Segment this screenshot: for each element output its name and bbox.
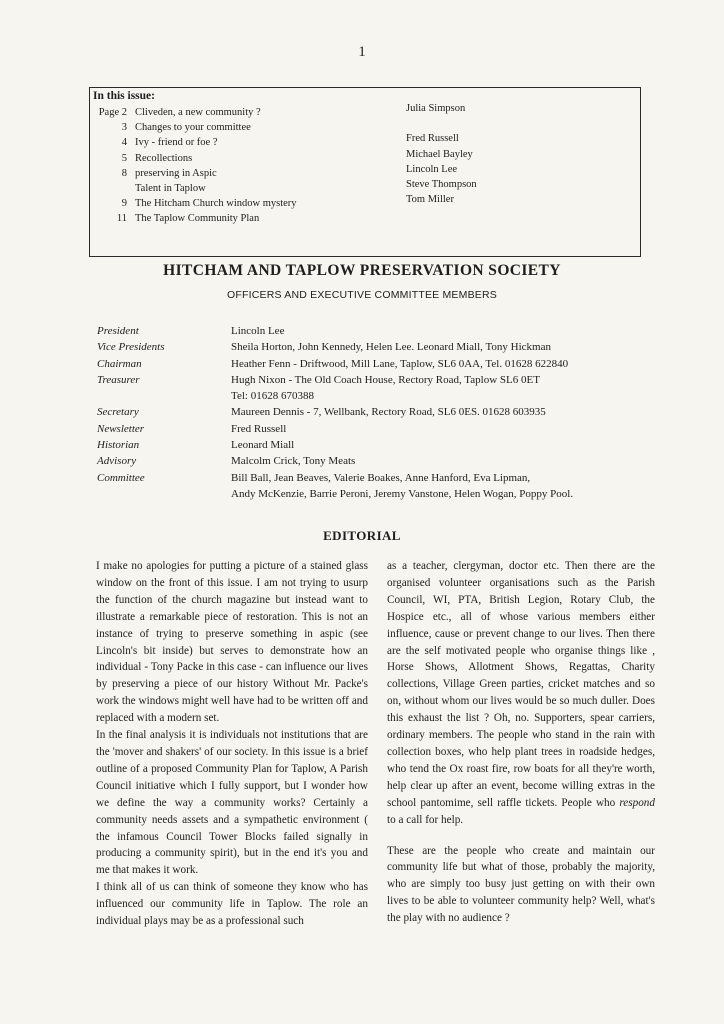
toc-article-title: The Hitcham Church window mystery: [135, 198, 297, 210]
toc-item: [92, 196, 392, 211]
officer-row: [97, 470, 657, 503]
toc-article-title: preserving in Aspic: [135, 167, 217, 179]
officer-names: Leonard Miall: [231, 439, 295, 452]
toc-page-number: Page 2: [98, 107, 127, 118]
officer-names: Heather Fenn - Driftwood, Mill Lane, Taplow, SL6 0AA, Tel. 01628 622840: [231, 357, 569, 370]
editorial-right-column: [387, 558, 655, 927]
toc-article-title: Changes to your committee: [135, 122, 251, 134]
officer-names: Bill Ball, Jean Beaves, Valerie Boakes, Anne Hanford, Eva Lipman,: [231, 471, 531, 484]
officer-names: Sheila Horton, John Kennedy, Helen Lee. Leonard Miall, Tony Hickman: [231, 341, 551, 354]
officer-names: Hugh Nixon - The Old Coach House, Rectory Road, Taplow SL6 0ET: [231, 373, 540, 386]
editorial-paragraph: I think all of us can think of someone they know who has influenced our community life in Taplow. The role an individual plays may be as a professional such: [96, 881, 368, 928]
toc-author: Steve Thompson: [406, 178, 477, 190]
toc-page-number: 9: [121, 198, 127, 210]
editorial-text: as a teacher, clergyman, doctor etc. Then there are the organised volunteer organisations such as the Parish Council, WI, PTA, British Legion, Rotary Club, the Hospice etc., all of whose various members either influence, cause or prevent change to our lives. Then there are the self motivated people who organise things like , Horse Shows, Allotment Shows, Regattas, Charity collections, Village Green parties, cricket matches and so on, without whom our lives would be so much duller. Does this exhaust the list ? Oh, no. Supporters, spear carriers, ordinary members. The people who stand in the rain with collection boxes, who help plant trees in roadside hedges, who tend the Ox roast fire, row boats for all they're worth, help clear up after an event, become willing extras in the school pantomime, sell raffle tickets. People who: [387, 560, 655, 809]
page-number: 1: [358, 44, 366, 60]
officer-role: Secretary: [97, 406, 139, 419]
officer-names: Fred Russell: [231, 422, 287, 435]
officer-row: [97, 421, 657, 437]
toc-author: Fred Russell: [406, 133, 459, 145]
toc-page-number: 11: [116, 213, 127, 225]
editorial-left-column: [96, 558, 368, 930]
editorial-title: EDITORIAL: [323, 528, 401, 543]
officer-role: Vice Presidents: [97, 341, 165, 354]
officer-row: [97, 323, 657, 339]
toc-item: [92, 211, 392, 226]
toc-item: [92, 151, 392, 166]
toc-author: Tom Miller: [406, 194, 454, 206]
toc-authors: [406, 101, 477, 207]
in-this-issue-box: [89, 87, 641, 257]
toc-item: [92, 166, 392, 181]
toc-article-title: Ivy - friend or foe ?: [135, 137, 218, 149]
officers-subtitle: OFFICERS AND EXECUTIVE COMMITTEE MEMBERS: [227, 289, 497, 301]
toc-author: Julia Simpson: [406, 103, 466, 114]
officer-role: Chairman: [97, 357, 142, 370]
officer-role: Historian: [97, 439, 140, 452]
editorial-text: to a call for help.: [387, 813, 464, 826]
officer-role: Advisory: [97, 455, 137, 468]
toc-author: Michael Bayley: [406, 148, 473, 160]
officer-role: Treasurer: [97, 373, 140, 386]
toc-article-title: The Taplow Community Plan: [135, 213, 260, 225]
officer-names: Malcolm Crick, Tony Meats: [231, 455, 356, 468]
toc-item: [92, 135, 392, 150]
society-title: HITCHAM AND TAPLOW PRESERVATION SOCIETY: [163, 262, 561, 279]
toc-page-number: 4: [121, 137, 127, 149]
in-this-issue-heading: In this issue:: [93, 90, 155, 102]
toc-page-number: 8: [121, 167, 127, 179]
editorial-paragraph: [387, 558, 655, 829]
toc-page-number: [92, 181, 135, 196]
toc-item: [92, 105, 392, 120]
toc-article-title: Talent in Taplow: [135, 183, 206, 195]
officer-names: Maureen Dennis - 7, Wellbank, Rectory Road, SL6 0ES. 01628 603935: [231, 406, 546, 419]
toc-list: [92, 105, 392, 227]
officer-role: President: [97, 325, 139, 337]
editorial-paragraph: These are the people who create and maintain our community life but what of those, probably the majority, who are simply too busy just getting on with their own lives to be able to volunteer community help? Well, what's the play with no audience ?: [387, 844, 655, 925]
toc-item: [92, 120, 392, 135]
editorial-emphasis: respond: [619, 796, 655, 809]
officer-row: [97, 437, 657, 453]
toc-item: [92, 181, 392, 196]
toc-page-number: 3: [121, 122, 127, 134]
toc-author: [406, 116, 477, 131]
officer-role: Committee: [97, 471, 145, 484]
toc-article-title: Cliveden, a new community ?: [135, 107, 261, 118]
officer-row: [97, 339, 657, 355]
officer-row: [97, 356, 657, 372]
officer-role: Newsletter: [97, 422, 145, 435]
editorial-paragraph: I make no apologies for putting a picture of a stained glass window on the front of this issue. I am not trying to usurp the function of the church magazine but instead want to illustrate a remarkable piece of restoration. This is not an instance of trying to preserve something in aspic (see Lincoln's bit inside) but serves to demonstrate how an individual - Tony Packe in this case - can influence our lives by preserving a piece of our history Without Mr. Packe's work the windows might well have had to be written off and replaced with a modern set.: [96, 560, 368, 725]
officer-row: [97, 404, 657, 420]
editorial-paragraph: In the final analysis it is individuals not institutions that are the 'mover and shakers' of our society. In this issue is a brief outline of a proposed Community Plan for Taplow, A Parish Council initiative which I fully support, but I wonder how we define the way a community works? Certainly a community needs assets and a sympathetic environment ( the infamous Council Tower Blocks failed signally in producing a community spirit), but in the end it's you and me that makes it work.: [96, 729, 368, 877]
officer-row: [97, 453, 657, 469]
officer-names: Tel: 01628 670388: [231, 390, 314, 403]
toc-page-number: 5: [121, 152, 127, 164]
toc-author: Lincoln Lee: [406, 163, 458, 175]
officers-list: [97, 323, 657, 502]
officer-names: Andy McKenzie, Barrie Peroni, Jeremy Vanstone, Helen Wogan, Poppy Pool.: [231, 487, 574, 500]
officer-row: [97, 372, 657, 405]
officer-names: Lincoln Lee: [231, 325, 285, 337]
toc-article-title: Recollections: [135, 152, 193, 164]
